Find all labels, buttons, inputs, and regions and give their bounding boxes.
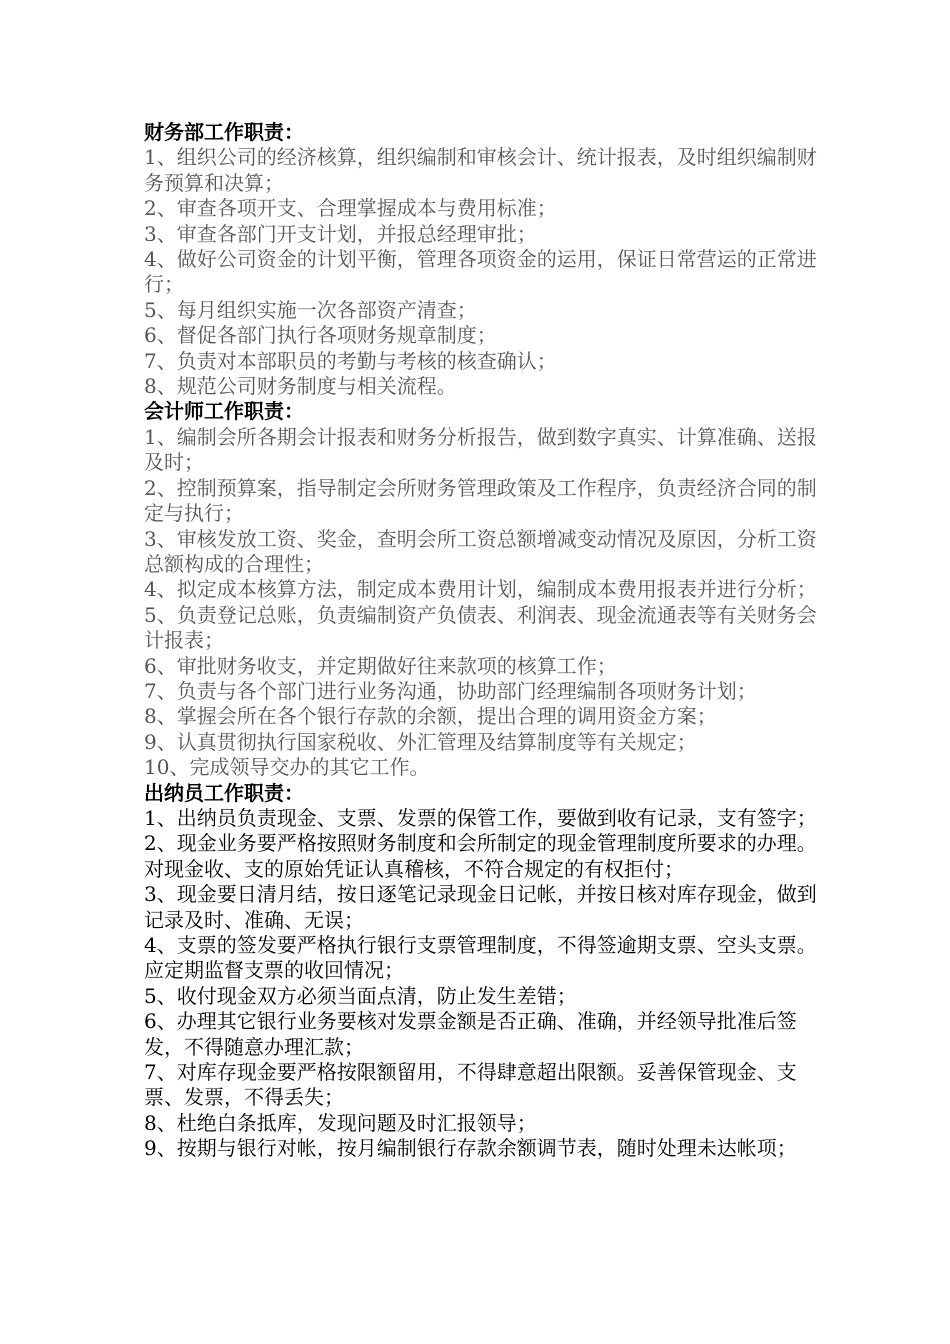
section-title: 出纳员工作职责： bbox=[144, 780, 304, 805]
duty-item: 5、负责登记总账，负责编制资产负债表、利润表、现金流通表等有关财务会计报表； bbox=[144, 602, 817, 653]
duty-item: 3、现金要日清月结，按日逐笔记录现金日记帐，并按日核对库存现金，做到记录及时、准确、无误； bbox=[144, 882, 817, 932]
duty-item: 8、杜绝白条抵库，发现问题及时汇报领导； bbox=[144, 1110, 537, 1135]
duty-item: 9、认真贯彻执行国家税收、外汇管理及结算制度等有关规定； bbox=[144, 729, 697, 754]
duty-item: 3、审查各部门开支计划，并报总经理审批； bbox=[144, 221, 537, 246]
duty-item: 9、按期与银行对帐，按月编制银行存款余额调节表，随时处理未达帐项； bbox=[144, 1136, 797, 1161]
duty-item: 4、拟定成本核算方法，制定成本费用计划，编制成本费用报表并进行分析； bbox=[144, 577, 817, 602]
duty-item: 6、审批财务收支，并定期做好往来款项的核算工作； bbox=[144, 653, 617, 678]
section-title: 财务部工作职责： bbox=[144, 120, 304, 144]
duty-item: 8、规范公司财务制度与相关流程。 bbox=[144, 374, 457, 399]
duty-item: 2、现金业务要严格按照财务制度和会所制定的现金管理制度所要求的办理。对现金收、支的原始凭证认真稽核，不符合规定的有权拒付； bbox=[144, 831, 817, 881]
duty-item: 1、组织公司的经济核算，组织编制和审核会计、统计报表，及时组织编制财务预算和决算； bbox=[144, 145, 817, 195]
duty-item: 2、审查各项开支、合理掌握成本与费用标准； bbox=[144, 196, 557, 221]
duty-item: 3、审核发放工资、奖金，查明会所工资总额增减变动情况及原因，分析工资总额构成的合理性； bbox=[144, 526, 817, 576]
duty-item: 4、做好公司资金的计划平衡，管理各项资金的运用，保证日常营运的正常进行； bbox=[144, 247, 817, 297]
duty-item: 5、收付现金双方必须当面点清，防止发生差错； bbox=[144, 983, 577, 1008]
section-finance-department bbox=[144, 120, 824, 399]
section-accountant bbox=[144, 399, 824, 780]
duty-item: 4、支票的签发要严格执行银行支票管理制度，不得签逾期支票、空头支票。应定期监督支票的收回情况； bbox=[144, 933, 817, 983]
document-body bbox=[144, 120, 824, 1162]
duty-item: 1、出纳员负责现金、支票、发票的保管工作，要做到收有记录，支有签字； bbox=[144, 805, 817, 830]
duty-item: 10、完成领导交办的其它工作。 bbox=[144, 755, 430, 780]
duty-item: 6、督促各部门执行各项财务规章制度； bbox=[144, 323, 497, 348]
duty-item: 7、负责对本部职员的考勤与考核的核查确认； bbox=[144, 348, 557, 373]
duty-item: 5、每月组织实施一次各部资产清查； bbox=[144, 297, 477, 322]
duty-item: 2、控制预算案，指导制定会所财务管理政策及工作程序，负责经济合同的制定与执行； bbox=[144, 475, 817, 526]
duty-item: 7、负责与各个部门进行业务沟通，协助部门经理编制各项财务计划； bbox=[144, 678, 757, 703]
duty-item: 8、掌握会所在各个银行存款的余额，提出合理的调用资金方案； bbox=[144, 704, 717, 729]
duty-item: 1、编制会所各期会计报表和财务分析报告，做到数字真实、计算准确、送报及时； bbox=[144, 424, 817, 475]
section-title: 会计师工作职责： bbox=[144, 399, 304, 424]
duty-item: 6、办理其它银行业务要核对发票金额是否正确、准确，并经领导批准后签发，不得随意办理汇款； bbox=[144, 1009, 797, 1059]
section-cashier bbox=[144, 781, 824, 1162]
duty-item: 7、对库存现金要严格按限额留用，不得肆意超出限额。妥善保管现金、支票、发票，不得丢失； bbox=[144, 1060, 797, 1110]
